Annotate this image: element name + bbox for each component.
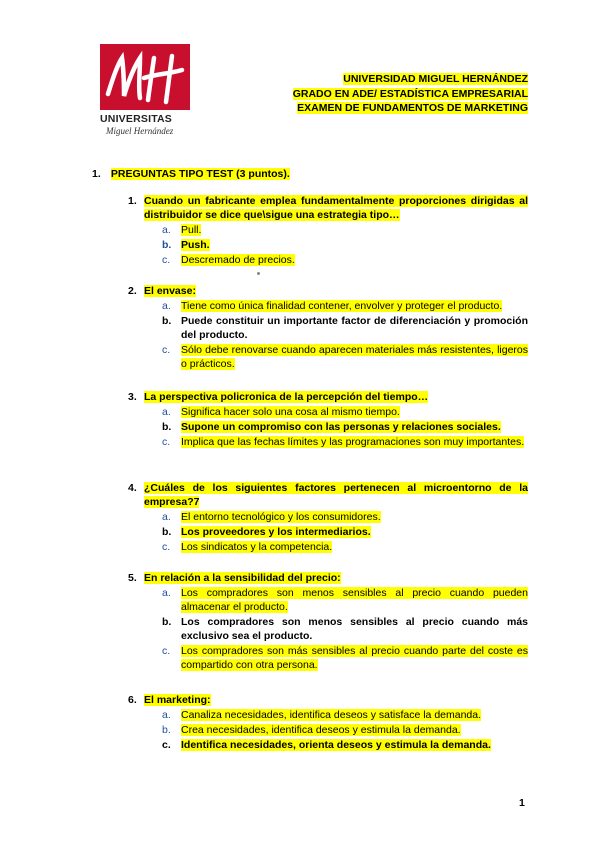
question-number: 1. [128,195,137,207]
question-text: La perspectiva policronica de la percepción del tiempo… [144,391,429,403]
option-a: a. Los compradores son menos sensibles al precio cuando pueden almacenar el producto. [162,587,528,613]
question-text: El envase: [144,285,196,297]
option-c: c. Sólo debe renovarse cuando aparecen materiales más resistentes, ligeros o prácticos. [162,344,528,370]
option-text: Los proveedores y los intermediarios. [181,526,371,538]
option-text: El entorno tecnológico y los consumidores. [181,511,381,523]
option-text: Descremado de precios. [181,254,295,266]
option-text: Sólo debe renovarse cuando aparecen materiales más resistentes, ligeros o prácticos. [181,344,528,370]
option-a: a. Canaliza necesidades, identifica deseos y satisface la demanda. [162,709,482,721]
header-exam: EXAMEN DE FUNDAMENTOS DE MARKETING [297,102,528,114]
question-text: ¿Cuáles de los siguientes factores pertenecen al microentorno de la empresa?7 [144,482,528,508]
question-6 [128,693,528,752]
option-text: Los compradores son menos sensibles al precio cuando más exclusivo sea el producto. [181,616,528,642]
option-c: c. Implica que las fechas límites y las programaciones son muy importantes. [162,436,525,448]
question-number: 2. [128,285,137,297]
section-title: PREGUNTAS TIPO TEST (3 puntos). [110,168,290,180]
umh-logo [100,44,190,144]
option-b-correct: b. Puede constituir un importante factor de diferenciación y promoción del producto. [162,315,528,341]
option-b-correct: b. Supone un compromiso con las personas y relaciones sociales. [162,421,501,433]
option-text: Los compradores son menos sensibles al precio cuando pueden almacenar el producto. [181,587,528,613]
option-b-correct: b. Push. [162,239,210,251]
question-number: 5. [128,572,137,584]
logo-subtitle-text: Miguel Hernández [106,126,174,136]
option-c-correct: c. Identifica necesidades, orienta deseos y estimula la demanda. [162,739,491,751]
question-1 [128,194,528,267]
option-b-correct: b. Los proveedores y los intermediarios. [162,526,371,538]
option-text: Puede constituir un importante factor de diferenciación y promoción del producto. [181,315,528,341]
option-a: a. Pull. [162,224,202,236]
header-degree: GRADO EN ADE/ ESTADÍSTICA EMPRESARIAL [292,87,528,100]
option-text: Tiene como única finalidad contener, envolver y proteger el producto. [181,300,503,312]
stray-mark [257,272,260,275]
option-text: Implica que las fechas límites y las programaciones son muy importantes. [181,436,525,448]
option-c: c. Descremado de precios. [162,254,295,266]
option-text: Los sindicatos y la competencia. [181,541,333,553]
question-text: Cuando un fabricante emplea fundamentalmente proporciones dirigidas al distribuidor se dice que\sigue una estrategia tipo… [144,195,528,221]
option-text: Supone un compromiso con las personas y relaciones sociales. [181,421,501,433]
logo-university-text: UNIVERSITAS [100,113,173,125]
option-b-correct: b. Los compradores son menos sensibles al precio cuando más exclusivo sea el producto. [162,616,528,642]
option-a: a. Tiene como única finalidad contener, envolver y proteger el producto. [162,300,503,312]
umh-logo-mark [100,44,190,110]
option-text: Significa hacer solo una cosa al mismo tiempo. [181,406,400,418]
option-text: Canaliza necesidades, identifica deseos y satisface la demanda. [181,709,482,721]
question-number: 6. [128,694,137,706]
question-text: El marketing: [144,694,211,706]
question-5 [128,571,528,672]
option-b: b. Crea necesidades, identifica deseos y estimula la demanda. [162,724,461,736]
option-text: Pull. [181,224,202,236]
page-number: 1 [519,797,525,809]
option-c: c. Los compradores son más sensibles al precio cuando parte del coste es compartido con otra persona. [162,645,528,671]
question-4 [128,481,528,554]
document-header [293,72,528,116]
option-a: a. El entorno tecnológico y los consumidores. [162,511,381,523]
question-number: 3. [128,391,137,403]
option-text: Push. [181,239,210,251]
option-text: Identifica necesidades, orienta deseos y estimula la demanda. [181,739,491,751]
section-heading [92,168,290,180]
question-number: 4. [128,482,137,494]
option-c: c. Los sindicatos y la competencia. [162,541,333,553]
section-number: 1. [92,168,101,180]
question-3 [128,390,528,449]
option-a: a. Significa hacer solo una cosa al mismo tiempo. [162,406,400,418]
option-text: Los compradores son más sensibles al precio cuando parte del coste es compartido con otra persona. [181,645,528,671]
question-text: En relación a la sensibilidad del precio: [144,572,341,584]
option-text: Crea necesidades, identifica deseos y estimula la demanda. [181,724,461,736]
header-university: UNIVERSIDAD MIGUEL HERNÁNDEZ [343,73,528,85]
question-2 [128,284,528,371]
